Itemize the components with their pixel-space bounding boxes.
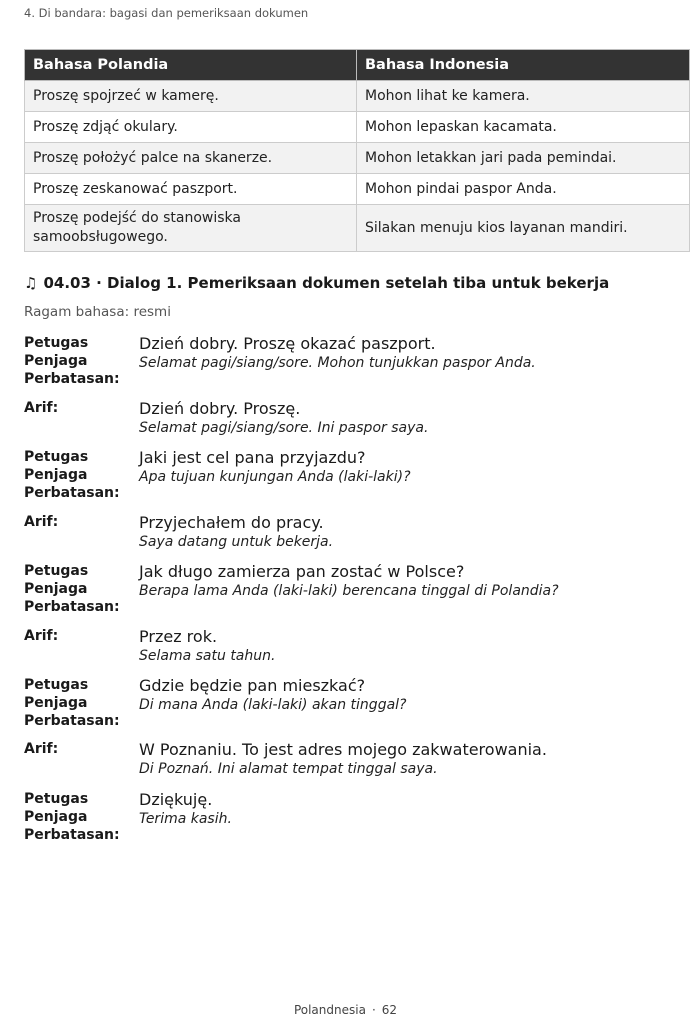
indonesian-translation: Berapa lama Anda (laki-laki) berencana tinggal di Polandia? (139, 583, 559, 599)
cell-polish: Proszę zdjąć okulary. (25, 112, 357, 143)
indonesian-translation: Saya datang untuk bekerja. (139, 534, 334, 550)
indonesian-translation: Selama satu tahun. (139, 648, 276, 664)
table-row (25, 174, 690, 205)
polish-line: Gdzie będzie pan mieszkać? (139, 676, 366, 695)
music-note-icon: ♫ (24, 274, 38, 292)
speaker-label: Arif: (24, 400, 59, 416)
indonesian-translation: Apa tujuan kunjungan Anda (laki-laki)? (139, 469, 411, 485)
page-footer (0, 1003, 691, 1017)
utterance (139, 790, 669, 828)
cell-polish: Proszę podejść do stanowiska samoobsługowego. (25, 205, 357, 252)
speaker-label: Arif: (24, 514, 59, 530)
utterance (139, 399, 669, 437)
table-row (25, 112, 690, 143)
indonesian-translation: Terima kasih. (139, 811, 232, 827)
utterance (139, 334, 669, 372)
speaker-label: Petugas Penjaga Perbatasan: (24, 791, 120, 843)
cell-polish: Proszę zeskanować paszport. (25, 174, 357, 205)
speaker-label: Petugas Penjaga Perbatasan: (24, 677, 120, 729)
utterance (139, 676, 669, 714)
chapter-header: 4. Di bandara: bagasi dan pemeriksaan dokumen (24, 6, 309, 20)
register-label: Ragam bahasa: resmi (24, 304, 171, 320)
polish-line: Jaki jest cel pana przyjazdu? (139, 448, 366, 467)
speaker-label: Arif: (24, 741, 59, 757)
speaker-label: Petugas Penjaga Perbatasan: (24, 335, 120, 387)
table-header-row (25, 50, 690, 81)
utterance (139, 562, 669, 600)
column-header-polish: Bahasa Polandia (25, 50, 357, 81)
book-title: Polandnesia (293, 1003, 366, 1017)
polish-line: W Poznaniu. To jest adres mojego zakwaterowania. (139, 740, 547, 759)
polish-line: Jak długo zamierza pan zostać w Polsce? (139, 562, 465, 581)
table-row (25, 81, 690, 112)
cell-polish: Proszę spojrzeć w kamerę. (25, 81, 357, 112)
dialog-title-text: 04.03 · Dialog 1. Pemeriksaan dokumen setelah tiba untuk bekerja (43, 274, 610, 292)
indonesian-translation: Selamat pagi/siang/sore. Ini paspor saya. (139, 420, 429, 436)
indonesian-translation: Di mana Anda (laki-laki) akan tinggal? (139, 697, 407, 713)
polish-line: Przyjechałem do pracy. (139, 513, 324, 532)
dialog-section-title (24, 274, 609, 292)
cell-indonesian: Silakan menuju kios layanan mandiri. (357, 205, 690, 252)
table-row (25, 143, 690, 174)
utterance (139, 448, 669, 486)
vocabulary-table (24, 49, 690, 252)
speaker-label: Petugas Penjaga Perbatasan: (24, 449, 120, 501)
indonesian-translation: Selamat pagi/siang/sore. Mohon tunjukkan paspor Anda. (139, 355, 536, 371)
footer-separator: · (371, 1003, 376, 1017)
speaker-label: Arif: (24, 628, 59, 644)
indonesian-translation: Di Poznań. Ini alamat tempat tinggal saya. (139, 761, 438, 777)
polish-line: Dziękuję. (139, 790, 213, 809)
polish-line: Dzień dobry. Proszę okazać paszport. (139, 334, 436, 353)
cell-indonesian: Mohon pindai paspor Anda. (357, 174, 690, 205)
utterance (139, 627, 669, 665)
speaker-label: Petugas Penjaga Perbatasan: (24, 563, 120, 615)
cell-indonesian: Mohon letakkan jari pada pemindai. (357, 143, 690, 174)
column-header-indonesian: Bahasa Indonesia (357, 50, 690, 81)
utterance (139, 513, 669, 551)
cell-indonesian: Mohon lihat ke kamera. (357, 81, 690, 112)
utterance (139, 740, 669, 778)
cell-polish: Proszę położyć palce na skanerze. (25, 143, 357, 174)
page-number: 62 (381, 1003, 398, 1017)
table-row (25, 205, 690, 252)
polish-line: Przez rok. (139, 627, 218, 646)
polish-line: Dzień dobry. Proszę. (139, 399, 301, 418)
cell-indonesian: Mohon lepaskan kacamata. (357, 112, 690, 143)
